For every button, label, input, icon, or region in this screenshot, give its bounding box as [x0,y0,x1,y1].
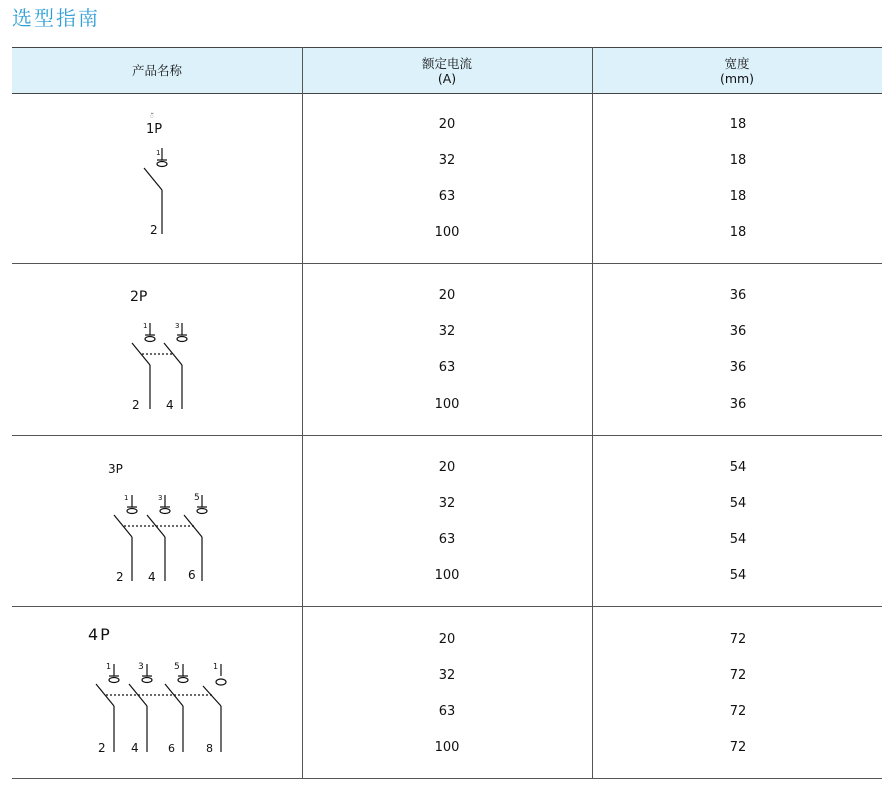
terminal-label: 1 [213,662,219,671]
width-value: 54 [729,532,747,547]
current-value: 63 [438,189,456,204]
current-value: 20 [438,117,456,132]
page-title: 选型指南 [12,6,100,30]
width-value: 36 [729,324,747,339]
header-width-unit: (mm) [719,70,755,86]
terminal-mark: ॅ [150,113,154,120]
terminal-label: 2 [150,223,158,237]
terminal-label: 1 [124,494,129,502]
terminal-label: 2 [116,570,124,584]
width-value: 72 [729,632,747,647]
header-product-label: 产品名称 [131,63,182,78]
row-divider [12,435,882,436]
pole-label: 3P [108,462,123,476]
width-value: 36 [729,360,747,375]
width-value: 54 [729,568,747,583]
terminal-label: 4 [148,570,156,584]
terminal-label: 2 [132,398,140,412]
column-divider [302,47,303,779]
terminal-label: 6 [188,568,196,582]
header-width-label: 宽度 [724,55,750,71]
width-value: 18 [729,189,747,204]
width-value: 18 [729,153,747,168]
header-width [592,48,882,93]
width-value: 36 [729,397,747,412]
current-value: 20 [438,288,456,303]
width-value: 72 [729,668,747,683]
width-value: 18 [729,117,747,132]
current-value: 32 [438,668,456,683]
terminal-label: 3 [138,662,144,672]
header-current-label: 额定电流 [421,55,472,71]
4p-circuit-diagram [82,622,252,762]
row-divider [12,778,882,779]
row-divider [12,263,882,264]
width-value: 54 [729,496,747,511]
current-value: 100 [434,740,460,755]
terminal-label: 5 [174,662,180,672]
terminal-label: 5 [194,493,200,503]
current-value: 100 [434,568,460,583]
header-current-unit: (A) [437,70,457,86]
column-divider [592,47,593,779]
terminal-label: 2 [98,741,106,755]
current-value: 32 [438,496,456,511]
terminal-label: 6 [168,742,175,755]
header-product [12,48,302,93]
width-value: 54 [729,460,747,475]
pole-label: 2P [130,289,148,305]
current-value: 32 [438,153,456,168]
terminal-label: 4 [131,741,139,755]
current-value: 63 [438,532,456,547]
terminal-label: 1 [156,149,161,157]
terminal-label: 1 [143,322,148,330]
pole-label: 1P [146,122,163,137]
width-value: 18 [729,225,747,240]
terminal-label: 8 [206,742,213,755]
terminal-label: 4 [166,398,174,412]
width-value: 36 [729,288,747,303]
terminal-label: 1 [106,662,112,671]
current-value: 32 [438,324,456,339]
terminal-label: 3 [175,322,180,330]
current-value: 20 [438,460,456,475]
1p-circuit-diagram [132,112,192,242]
header-current [302,48,592,93]
current-value: 20 [438,632,456,647]
3p-circuit-diagram [102,459,232,589]
terminal-label: 3 [158,494,163,502]
width-value: 72 [729,740,747,755]
2p-circuit-diagram [122,287,222,417]
current-value: 63 [438,360,456,375]
pole-label: 4P [88,625,112,644]
current-value: 100 [434,225,460,240]
current-value: 63 [438,704,456,719]
table-header [12,47,882,94]
width-value: 72 [729,704,747,719]
current-value: 100 [434,397,460,412]
row-divider [12,606,882,607]
